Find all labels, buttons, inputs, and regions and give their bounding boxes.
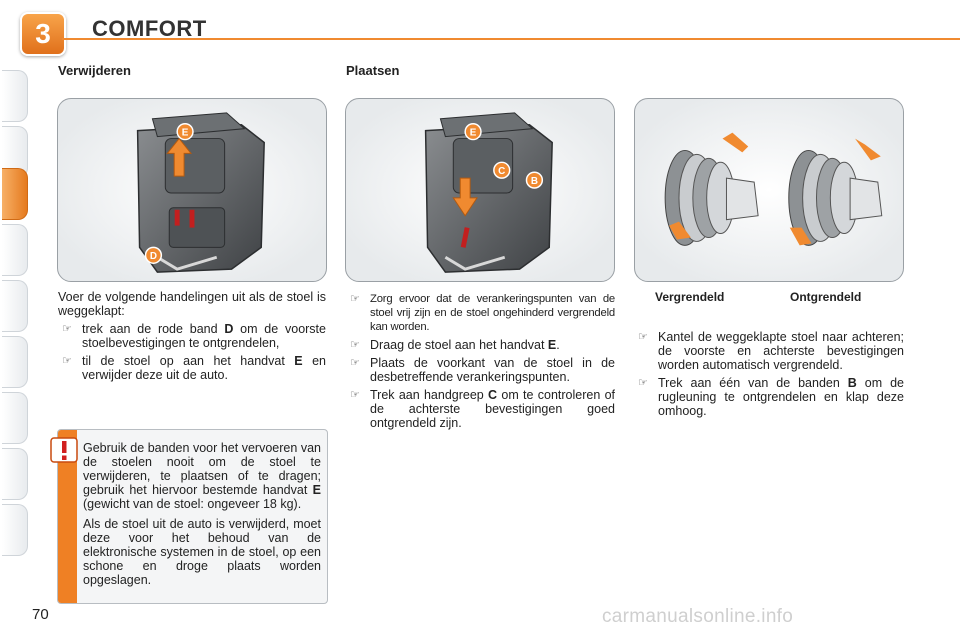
bullet-pointer-icon: ☞ <box>62 323 72 335</box>
figure-remove-seat <box>57 98 327 282</box>
bullet-pointer-icon: ☞ <box>62 355 72 367</box>
watermark: carmanualsonline.info <box>602 606 794 627</box>
caption-unlocked: Ontgrendeld <box>790 290 862 304</box>
remove-step: ☞ til de stoel op aan het handvat E en verwijder deze uit de auto. <box>62 354 326 382</box>
section-title-remove: Verwijderen <box>58 63 131 78</box>
place-step: ☞ Zorg ervoor dat de verankeringspunten van de stoel vrij zijn en de stoel ongehinderd vergrendeld kan worden. <box>350 293 615 333</box>
figure-lock-mechanism <box>634 98 904 282</box>
bullet-pointer-icon: ☞ <box>638 331 648 343</box>
caption-locked: Vergrendeld <box>655 290 725 304</box>
chapter-tab[interactable] <box>2 448 28 500</box>
chapter-tab[interactable] <box>2 336 28 388</box>
lock-step: ☞ Kantel de weggeklapte stoel naar achteren; de voorste en achterste bevestigingen worden automatisch vergrendeld. <box>638 330 904 372</box>
bullet-pointer-icon: ☞ <box>350 339 360 351</box>
lock-mechanism-unlocked <box>789 139 882 246</box>
lock-mechanism-locked <box>665 133 758 246</box>
place-step: ☞ Draag de stoel aan het handvat E. <box>350 338 560 352</box>
warning-paragraph: Als de stoel uit de auto is verwijderd, moet deze voor het behoud van de elektronische systemen in de stoel, op een schone en droge plaats worden opgeslagen. <box>83 517 321 587</box>
seat-illustration-remove <box>58 99 326 281</box>
place-step: ☞ Trek aan handgreep C om te controleren of de achterste bevestigingen goed ontgrendeld zijn. <box>350 388 615 430</box>
lock-illustration <box>635 99 903 281</box>
place-step: ☞ Plaats de voorkant van de stoel in de desbetreffende verankeringspunten. <box>350 356 615 384</box>
chapter-tab[interactable] <box>2 70 28 122</box>
bullet-pointer-icon: ☞ <box>350 389 360 401</box>
callout-label-e: E <box>469 127 477 139</box>
warning-text <box>83 441 321 593</box>
seat-illustration-place <box>346 99 614 281</box>
warning-paragraph: Gebruik de banden voor het vervoeren van de stoelen nooit om de stoel te verwijderen, te plaatsen of te dragen; gebruik het hiervoor bestemde handvat E (gewicht van de stoel: ongeveer 18 kg). <box>83 441 321 511</box>
callout-label-b: B <box>530 176 538 188</box>
chapter-tab[interactable] <box>2 224 28 276</box>
callout-label-c: C <box>498 166 506 178</box>
callout-label-e: E <box>181 127 189 139</box>
lock-step: ☞ Trek aan één van de banden B om de rugleuning te ontgrendelen en klap deze omhoog. <box>638 376 904 418</box>
chapter-tab[interactable] <box>2 392 28 444</box>
page-number: 70 <box>32 606 49 623</box>
section-title-place: Plaatsen <box>346 63 400 78</box>
remove-intro: Voer de volgende handelingen uit als de stoel is weggeklapt: <box>58 290 326 318</box>
place-instructions <box>346 288 615 430</box>
chapter-number-badge: 3 <box>20 12 66 56</box>
bullet-pointer-icon: ☞ <box>638 377 648 389</box>
remove-step: ☞ trek aan de rode band D om de voorste stoelbevestigingen te ontgrendelen, <box>62 322 326 350</box>
chapter-tab[interactable] <box>2 504 28 556</box>
exclamation-icon <box>50 437 78 463</box>
chapter-tab-active[interactable] <box>2 168 28 220</box>
callout-label-d: D <box>149 251 157 263</box>
lock-instructions <box>634 326 904 418</box>
figure-place-seat <box>345 98 615 282</box>
bullet-pointer-icon: ☞ <box>350 357 360 369</box>
bullet-pointer-icon: ☞ <box>350 293 360 305</box>
chapter-tab[interactable] <box>2 280 28 332</box>
remove-instructions <box>58 290 326 382</box>
chapter-tab-strip <box>0 70 32 575</box>
page-title: COMFORT <box>92 16 207 41</box>
